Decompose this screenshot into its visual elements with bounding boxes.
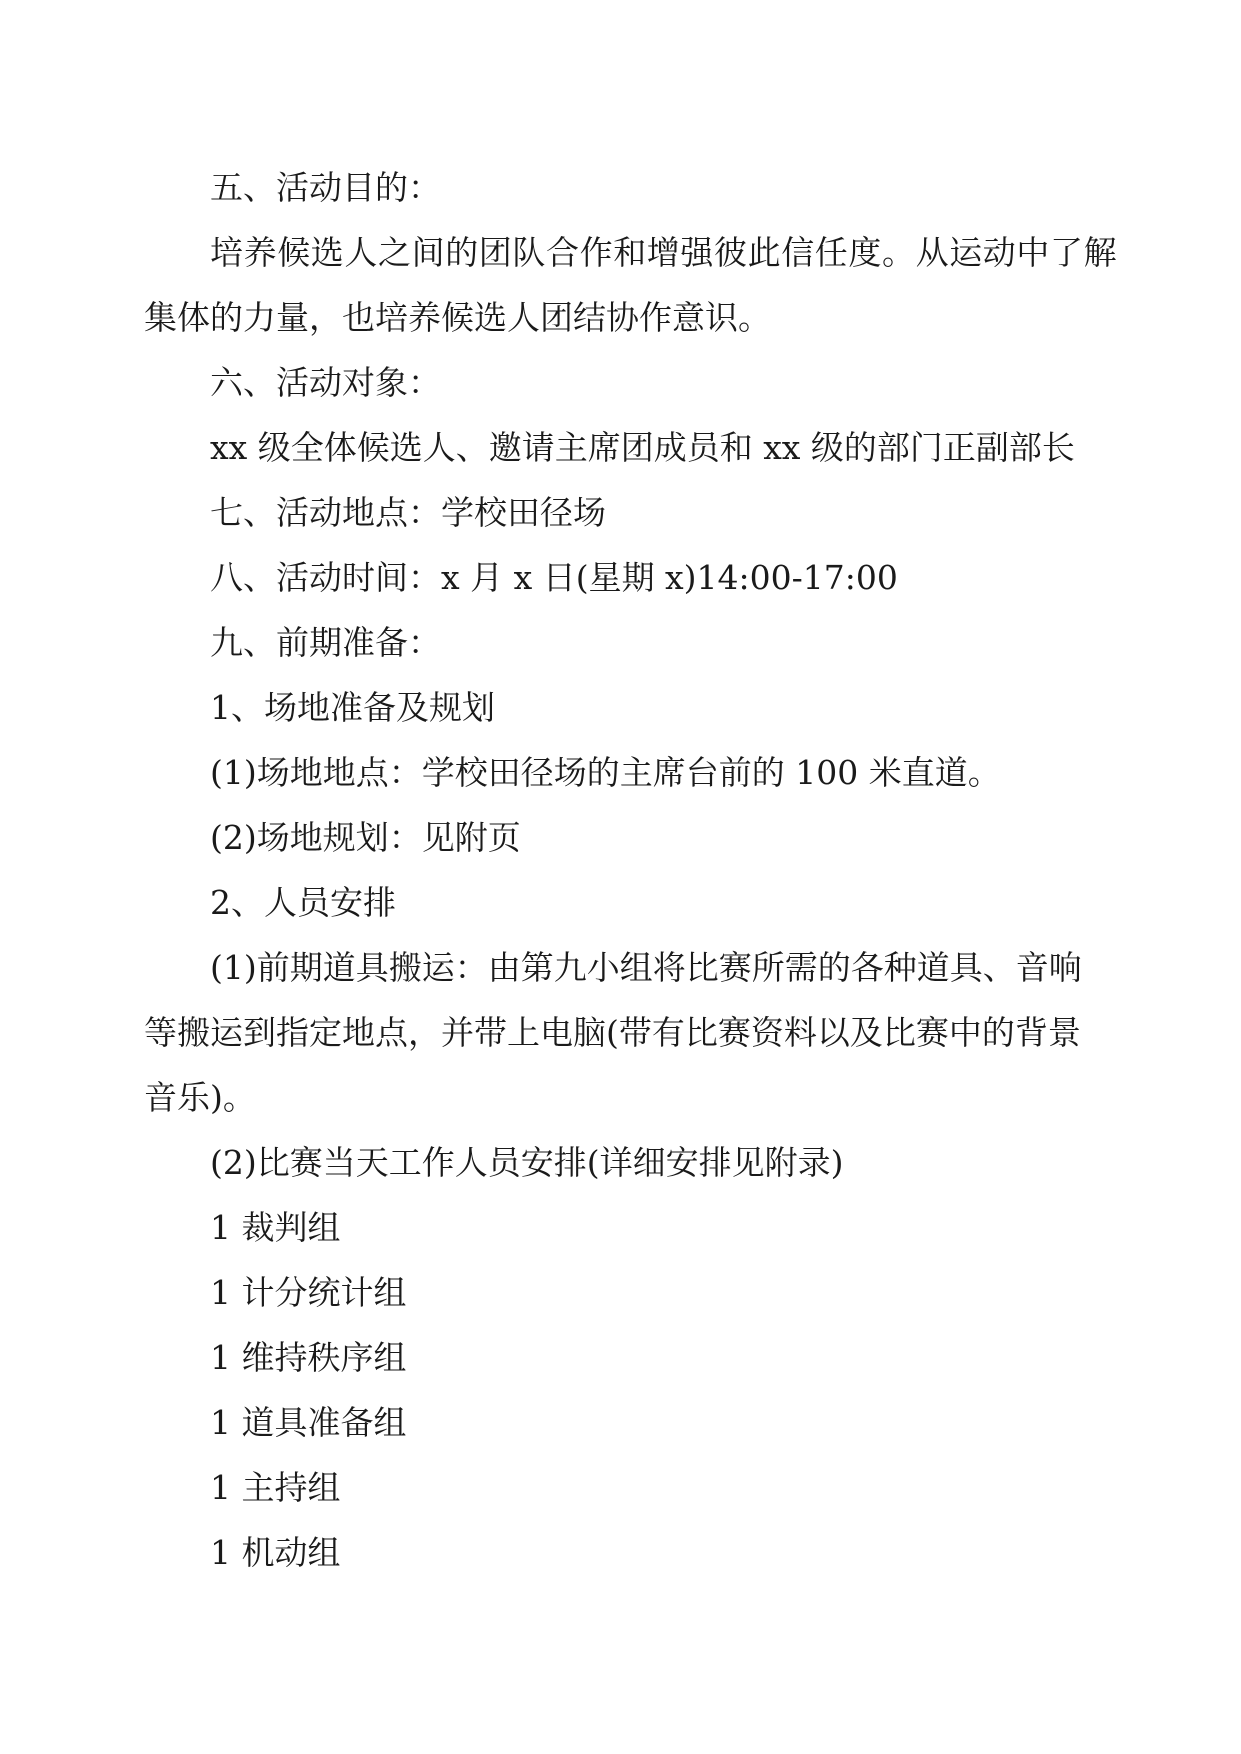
item-2-sub-2: (2)比赛当天工作人员安排(详细安排见附录) <box>210 1143 844 1182</box>
section-7-venue: 七、活动地点：学校田径场 <box>210 493 606 532</box>
item-2-sub-1-line-3: 音乐)。 <box>144 1078 256 1117</box>
group-list-item: 1 机动组 <box>210 1533 341 1572</box>
group-list-item: 1 道具准备组 <box>210 1403 407 1442</box>
group-list-item: 1 维持秩序组 <box>210 1338 407 1377</box>
section-5-body-line-1: 培养候选人之间的团队合作和增强彼此信任度。从运动中了解 <box>210 233 1118 272</box>
section-5-body-line-2: 集体的力量，也培养候选人团结协作意识。 <box>144 298 771 337</box>
item-2-sub-1-line-1: (1)前期道具搬运：由第九小组将比赛所需的各种道具、音响 <box>210 948 1082 987</box>
item-1-sub-2: (2)场地规划：见附页 <box>210 818 521 857</box>
group-list-item: 1 主持组 <box>210 1468 341 1507</box>
section-6-heading: 六、活动对象： <box>210 363 441 402</box>
section-9-heading: 九、前期准备： <box>210 623 441 662</box>
document-body <box>144 155 1118 1585</box>
item-1-heading: 1、场地准备及规划 <box>210 688 495 727</box>
section-5-heading: 五、活动目的： <box>210 168 441 207</box>
item-2-sub-1-line-2: 等搬运到指定地点，并带上电脑(带有比赛资料以及比赛中的背景 <box>144 1013 1081 1052</box>
section-6-body: xx 级全体候选人、邀请主席团成员和 xx 级的部门正副部长 <box>210 428 1075 467</box>
item-1-sub-1: (1)场地地点：学校田径场的主席台前的 100 米直道。 <box>210 753 1001 792</box>
section-8-time: 八、活动时间：x 月 x 日(星期 x)14:00-17:00 <box>210 558 898 597</box>
item-2-heading: 2、人员安排 <box>210 883 396 922</box>
group-list-item: 1 计分统计组 <box>210 1273 407 1312</box>
group-list-item: 1 裁判组 <box>210 1208 341 1247</box>
